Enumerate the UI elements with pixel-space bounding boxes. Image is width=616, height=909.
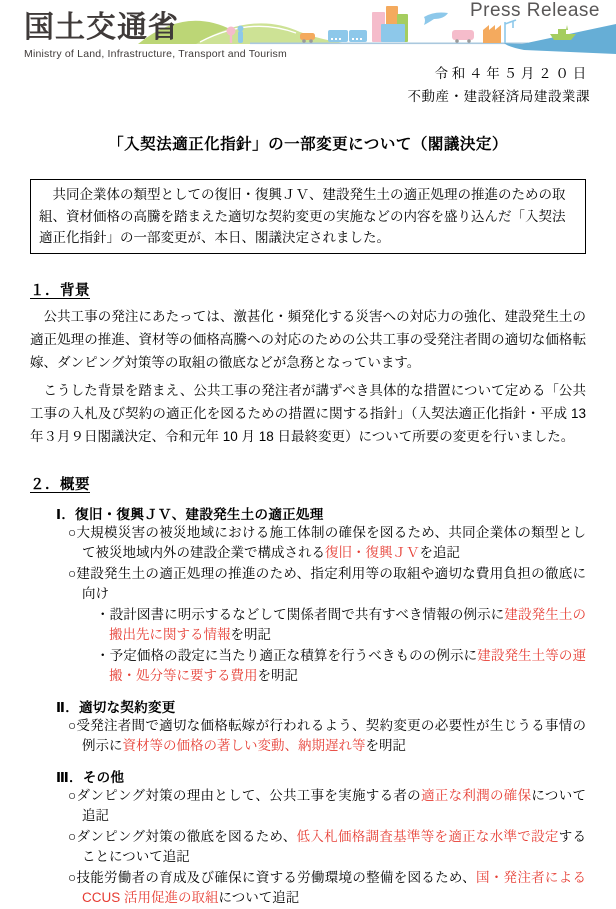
bullet-marker: ○ [68,717,77,733]
sub-bullet-marker: ・ [96,606,110,622]
document-body [0,279,616,909]
text-segment: 受発注者間で適切な価格転嫁が行われるよう、契約変更の必要性が生じうる事情の例示に [76,717,587,753]
section-heading: １．背景 [30,282,90,299]
text-segment: について追記 [218,890,300,905]
highlighted-text: 復旧・復興ＪＶ [325,545,420,560]
text-segment: 建設発生土の適正処理の推進のため、指定利用等の取組や適切な費用負担の徹底に向け [76,565,586,601]
subsection-heading: Ⅰ．復旧・復興ＪＶ、建設発生土の適正処理 [56,506,324,522]
subsection-heading: Ⅱ．適切な契約変更 [56,699,176,715]
date-block [407,62,590,105]
highlighted-text: 低入札価格調査基準等を適正な水準で設定 [296,828,559,844]
highlighted-text: 建設発生土の搬出先に関する情報 [109,606,586,642]
crane-icon [505,20,516,43]
body-paragraph: 公共工事の発注にあたっては、激甚化・頻発化する災害への対応力の強化、建設発生土の適正処理の推進、資材等の価格高騰への対応のための公共工事の受発注者間の適切な価格転嫁、ダンピング対策等の取組の徹底などが急務となっています。 [30,308,586,370]
press-release-label: Press Release [469,0,600,21]
highlighted-text: 資材等の価格の著しい変動、納期遅れ等 [122,738,366,753]
text-segment: を明記 [257,668,298,683]
ministry-logo-subtitle: Ministry of Land, Infrastructure, Transport and Tourism [24,48,287,60]
bullet-marker: ○ [68,565,77,581]
text-segment: について追記 [82,787,586,823]
bullet-item [68,868,586,909]
airplane-icon [424,13,448,26]
bullet-item [68,827,586,868]
highlighted-text: 建設発生土等の運搬・処分等に要する費用 [109,647,587,683]
subsection-heading: Ⅲ．その他 [56,769,125,785]
ship-icon [550,25,576,40]
summary-box: 共同企業体の類型としての復旧・復興ＪＶ、建設発生土の適正処理の推進のための取組、資材価格の高騰を踏まえた適切な契約変更の実施などの内容を盛り込んだ「入契法適正化指針」の一部変更が、本日、閣議決定されました。 [30,179,586,254]
bullet-item [68,564,586,605]
text-segment: を明記 [230,627,271,642]
text-segment: 大規模災害の被災地域における施工体制の確保を図るため、共同企業体の類型として被災地域内外の建設企業で構成される [76,524,586,560]
highlighted-text: 適正な利潤の確保 [420,787,532,803]
page-header [0,0,616,104]
text-segment: することについて追記 [82,828,587,864]
text-segment: 技能労働者の育成及び確保に資する労働環境の整備を図るため、 [76,869,476,885]
text-segment: ダンピング対策の徹底を図るため、 [76,828,297,844]
sub-bullet-item [96,605,586,646]
bullet-marker: ○ [68,869,77,885]
overview-subsections [30,503,586,909]
ministry-logo [24,10,287,60]
text-segment: ダンピング対策の理由として、公共工事を実施する者の [76,787,421,803]
section-heading: ２．概要 [30,476,90,493]
bullet-item [68,716,586,757]
text-segment: を明記 [365,738,406,753]
text-segment: 予定価格の設定に当たり適正な積算を行うべきものの例示に [109,647,478,663]
bullet-item [68,523,586,564]
bullet-marker: ○ [68,787,77,803]
text-segment: を追記 [419,545,460,560]
ministry-logo-text: 国土交通省 [24,11,179,44]
release-date: 令和４年５月２０日 [434,66,590,81]
bullet-item [68,786,586,827]
text-segment: 設計図書に明示するなどして関係者間で共有すべき情報の例示に [109,606,505,622]
document-title: 「入契法適正化指針」の一部変更について（閣議決定） [108,136,508,153]
body-paragraph: こうした背景を踏まえ、公共工事の発注者が講ずべき具体的な措置について定める「公共工事の入札及び契約の適正化を図るための措置に関する指針」（入契法適正化指針・平成 13 年３月９日閣議決定、令和元年 10 月 18 日最終変更）について所要の変更を行いました。 [30,382,586,444]
bullet-marker: ○ [68,828,77,844]
sub-bullet-item [96,646,586,687]
bullet-marker: ○ [68,524,77,540]
factory-icon [483,25,501,43]
highlighted-text: 国・発注者による CCUS 活用促進の取組 [82,869,586,905]
department-name: 不動産・建設経済局建設業課 [407,89,590,104]
sub-bullet-marker: ・ [96,647,110,663]
